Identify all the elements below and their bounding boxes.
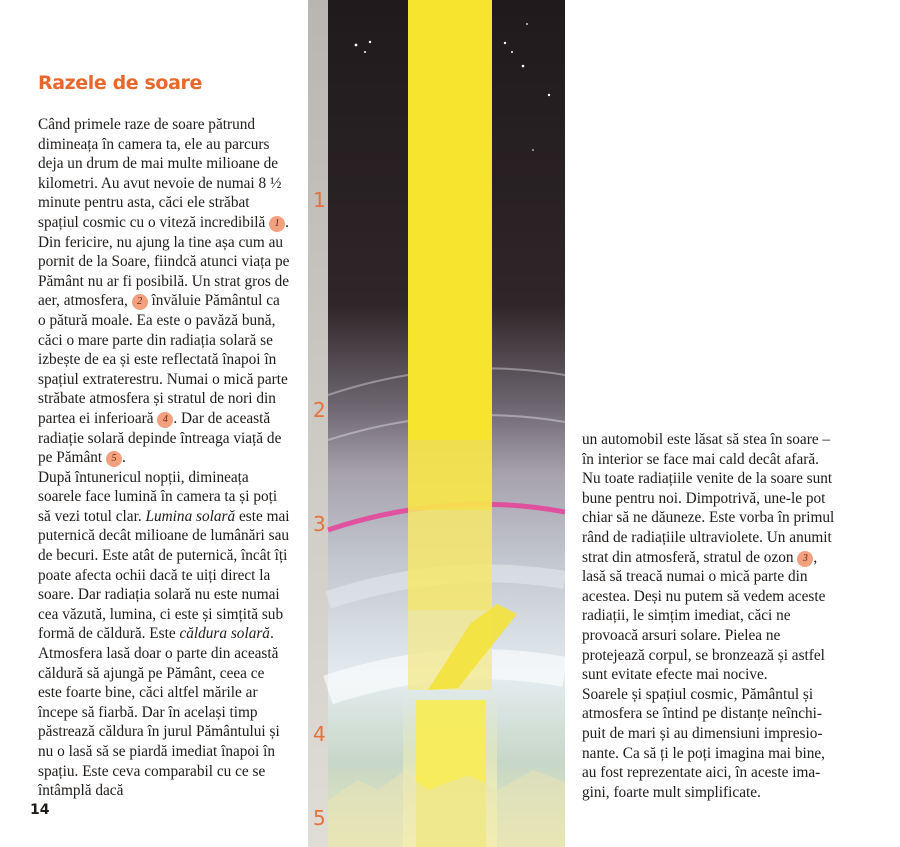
layer-marker-5: 5 [106,451,122,467]
left-text-column [38,115,290,801]
paragraph-ultraviolet: un automobil este lăsat să stea în soare – în interior se face mai cald decât afară. Nu toate radiațiile venite de la soare sunt bune pentru noi. Dimpotrivă, une-le pot chiar să ne dăuneze. Este vorba în primul rând de radiațiile ultraviolete. Un anumit strat din atmosferă, stratul de ozon 3 , lasă să treacă numai o mică parte din acestea. Deși nu putem să vedem aceste radiații, le simțim imediat, căci ne provoacă arsuri solare. Pielea ne protejează corpul, se bronzează și astfel sunt evitate efecte mai nocive. [582,431,835,684]
sunbeam-illustration [308,0,565,847]
layer-marker-3: 3 [797,551,813,567]
layer-label-2: 2 [313,398,326,422]
paragraph-light-heat: După întunericul nopții, dimineața soarele face lumină în camera ta și poți să vezi totul clar. Lumina solară este mai puternică decât milioane de lumânări sau de becuri. Este atât de puternică, încât îți poate afecta ochii dacă te uiți direct la soare. Dar radiația solară nu este numai cea văzută, lumina, ci este și simțită sub formă de căldură. Este căldura solară. Atmosfera lasă doar o parte din această căldură să ajungă pe Pământ, ceea ce este foarte bine, căci altfel mările ar începe să fiarbă. Dar în același timp păstrează căldura în jurul Pământului și nu o lasă să se piardă imediat înapoi în spațiu. Este ceva comparabil cu ce se întâmplă dacă [38,468,290,800]
paragraph-scale: Soarele și spațiul cosmic, Pământul și atmosfera se întind pe distanțe neînchi-puit de mari și au dimensiuni impresio-nante. Ca să ți le poți imagina mai bine, au fost reprezentate aici, în aceste ima-gini, foarte mult simplificate. [582,685,825,801]
layer-label-1: 1 [313,188,326,212]
paragraph-sunrays: Când primele raze de soare pătrund dimineața în camera ta, ele au parcurs deja un drum de mai multe milioane de kilometri. Au avut nevoie de numai 8 ½ minute pentru asta, căci ele străbat spațiul cosmic cu o viteză incredibilă 1 . Din fericire, nu ajung la tine așa cum au pornit de la Soare, fiindcă atunci viața pe Pământ nu ar fi posibilă. Un strat gros de aer, atmosfera, 2 învăluie Pământul ca o pătură moale. Ea este o pavăză bună, căci o mare parte din radiația solară se izbește de ea și este reflectată înapoi în spațiul extraterestru. Numai o mică parte străbate atmosfera și stratul de nori din partea ei inferioară 4 . Dar de această radiație solară depinde întreaga viață de pe Pământ 5 . [38,116,290,467]
right-text-column [582,430,840,802]
layer-label-4: 4 [313,722,326,746]
layer-marker-4: 4 [157,412,173,428]
layer-label-5: 5 [313,806,326,830]
page-number: 14 [30,802,50,818]
layer-label-3: 3 [313,512,326,536]
page-heading: Razele de soare [38,72,202,94]
layer-marker-1: 1 [269,216,285,232]
layer-marker-2: 2 [132,294,148,310]
